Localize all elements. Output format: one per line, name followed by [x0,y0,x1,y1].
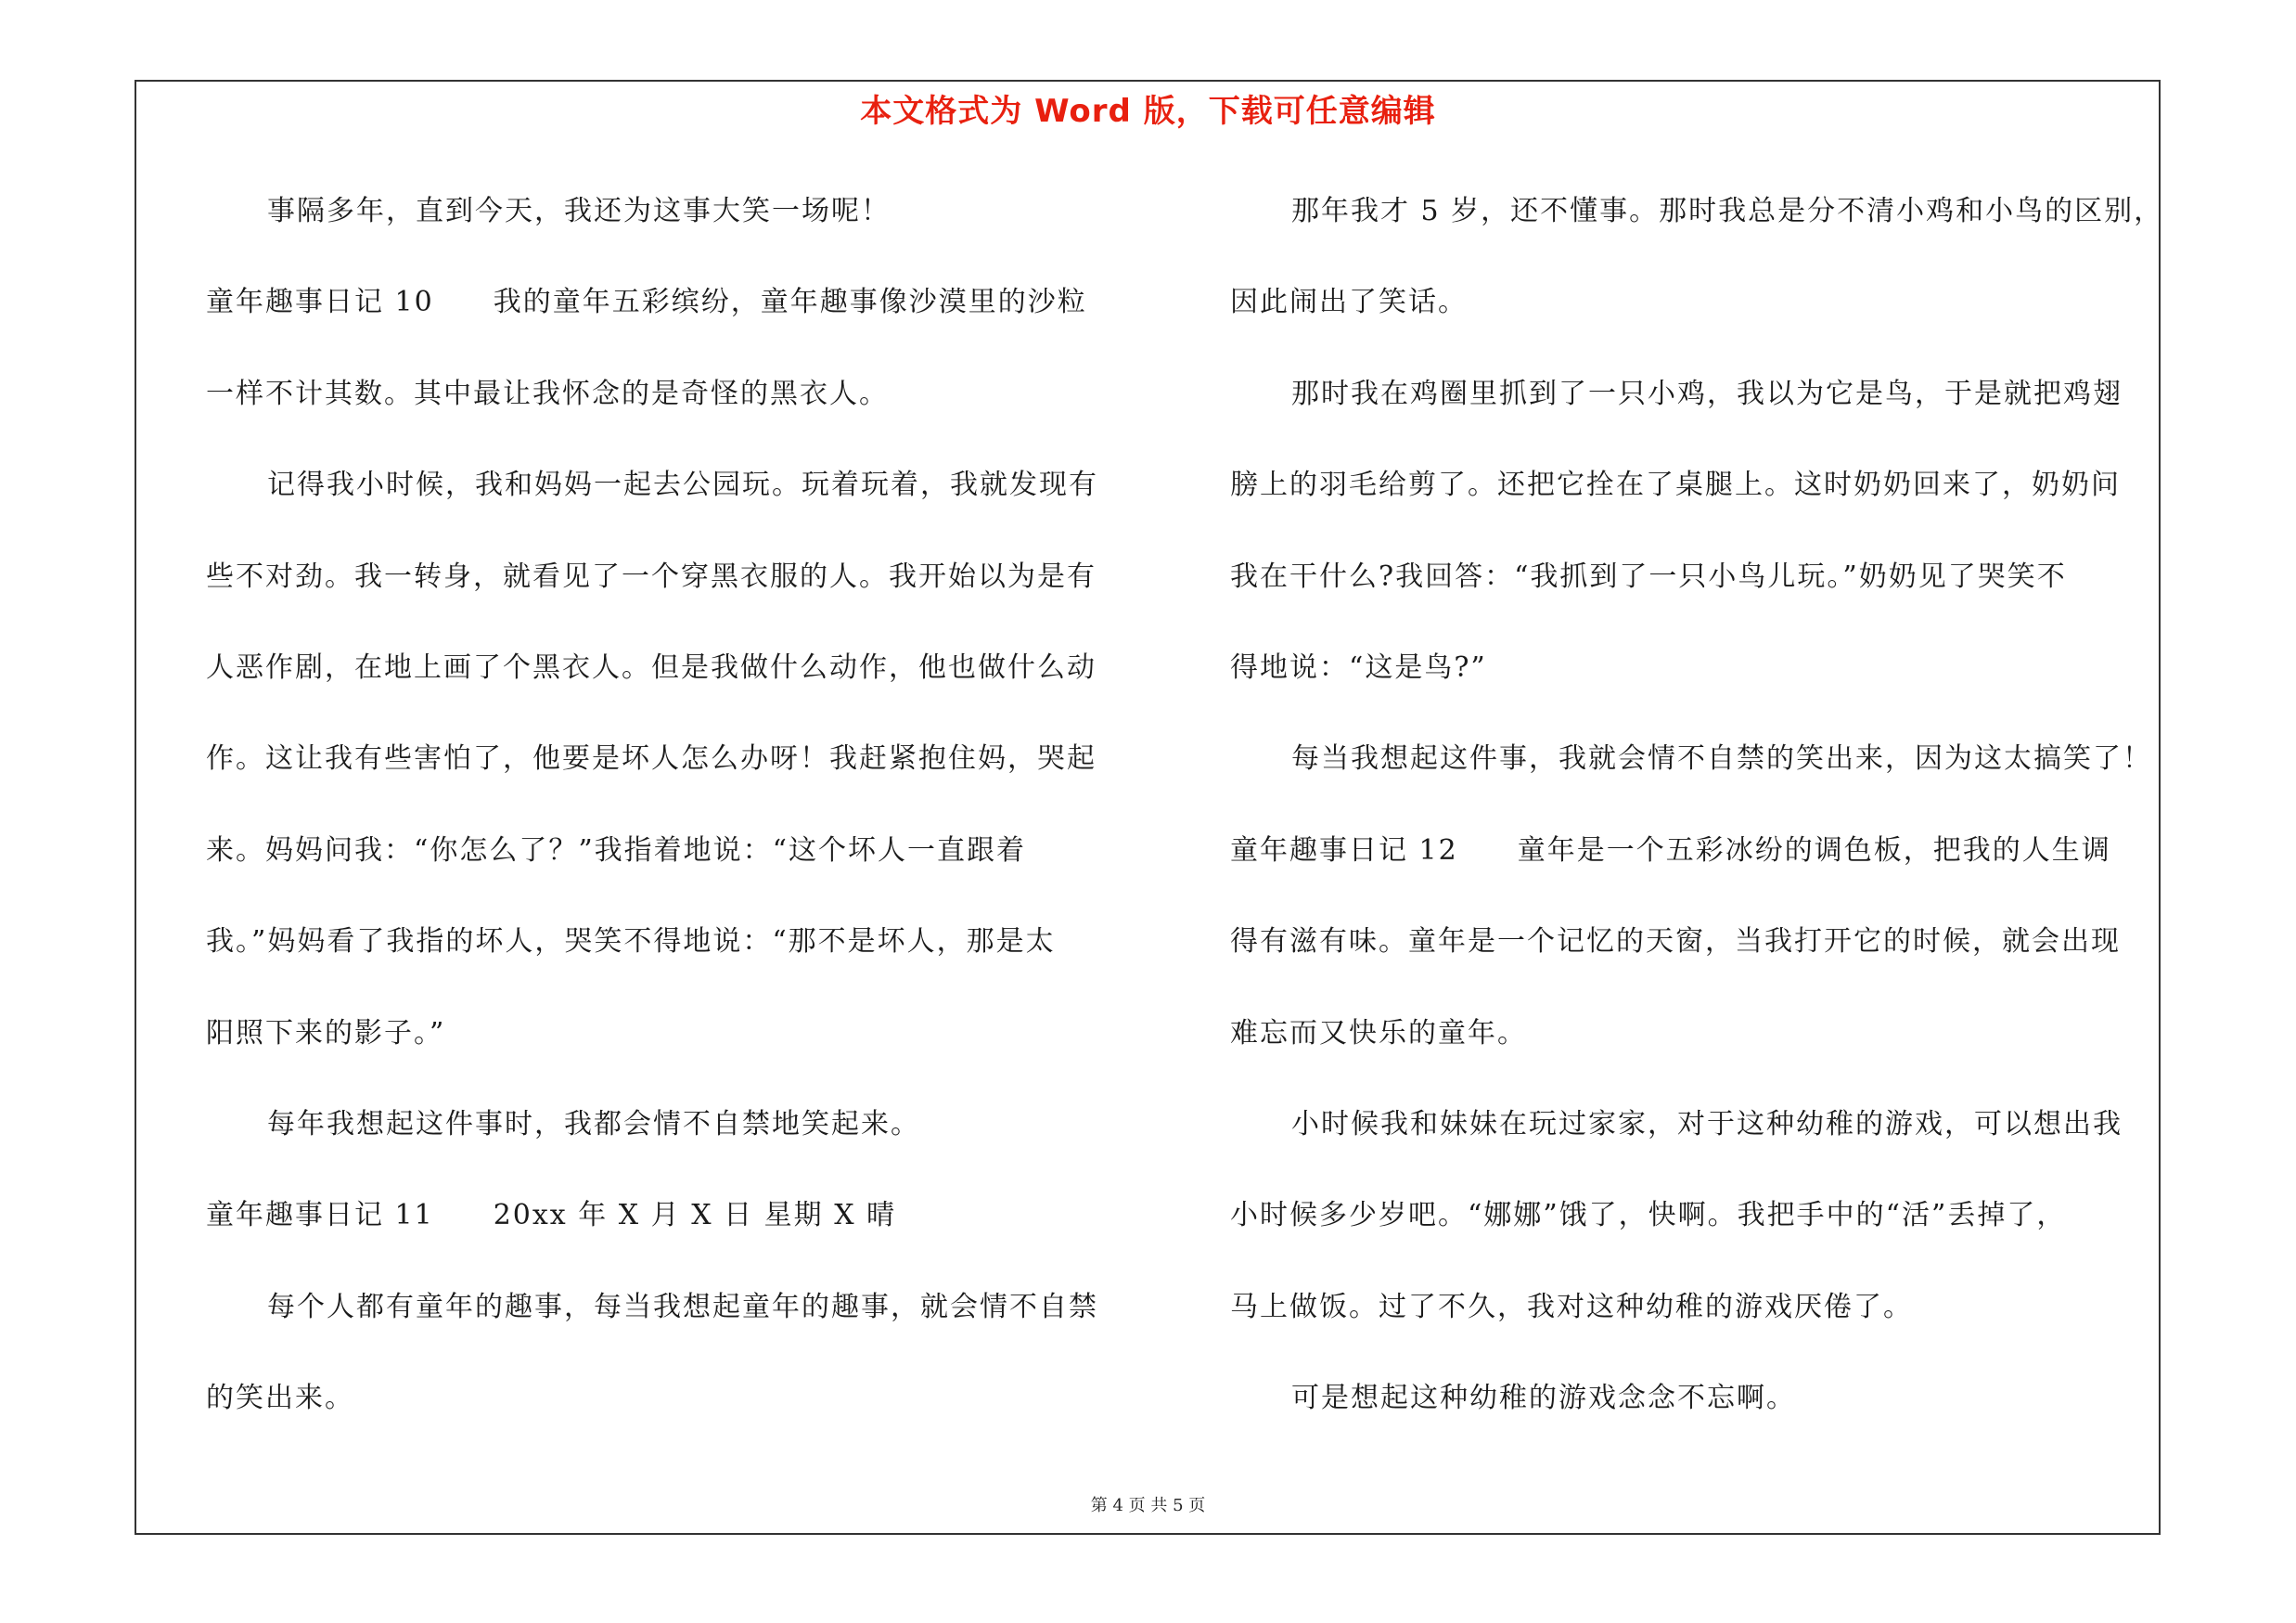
paragraph-line: 因此闹出了笑话。 [1230,286,1468,319]
left-column [206,184,1134,1462]
paragraph-line: 些不对劲。我一转身，就看见了一个穿黑衣服的人。我开始以为是有 [206,560,1097,593]
paragraph-line: 的笑出来。 [206,1382,354,1415]
paragraph-line: 得地说：“这是鸟?” [1230,650,1487,684]
paragraph-line: 每年我想起这件事时，我都会情不自禁地笑起来。 [267,1107,920,1140]
paragraph-line: 童年趣事日记 10 我的童年五彩缤纷，童年趣事像沙漠里的沙粒 [206,286,1087,319]
paragraph-line: 得有滋有味。童年是一个记忆的天窗，当我打开它的时候，就会出现 [1230,925,2121,959]
paragraph-line: 每当我想起这件事，我就会情不自禁的笑出来，因为这太搞笑了！ [1291,742,2152,776]
paragraph-line: 人恶作剧，在地上画了个黑衣人。但是我做什么动作，他也做什么动 [206,650,1097,684]
paragraph-line: 来。妈妈问我：“你怎么了？”我指着地说：“这个坏人一直跟着 [206,833,1027,867]
right-column [1230,184,2164,1462]
paragraph-line: 作。这让我有些害怕了，他要是坏人怎么办呀！我赶紧抱住妈，哭起 [206,742,1097,776]
paragraph-line: 小时候多少岁吧。“娜娜”饿了，快啊。我把手中的“活”丢掉了， [1230,1199,2067,1232]
paragraph-line: 小时候我和妹妹在玩过家家，对于这种幼稚的游戏，可以想出我 [1291,1107,2123,1140]
paragraph-line: 难忘而又快乐的童年。 [1230,1016,1527,1050]
paragraph-line: 那时我在鸡圈里抓到了一只小鸡，我以为它是鸟，于是就把鸡翅 [1291,377,2123,410]
page-number-footer: 第 4 页 共 5 页 [1090,1496,1206,1515]
document-banner: 本文格式为 Word 版，下载可任意编辑 [860,93,1436,130]
paragraph-line: 记得我小时候，我和妈妈一起去公园玩。玩着玩着，我就发现有 [267,469,1098,502]
paragraph-line: 每个人都有童年的趣事，每当我想起童年的趣事，就会情不自禁 [267,1290,1098,1323]
paragraph-line: 可是想起这种幼稚的游戏念念不忘啊。 [1291,1382,1796,1415]
paragraph-line: 膀上的羽毛给剪了。还把它拴在了桌腿上。这时奶奶回来了，奶奶问 [1230,469,2121,502]
paragraph-line: 阳照下来的影子。” [206,1016,446,1050]
paragraph-line: 一样不计其数。其中最让我怀念的是奇怪的黑衣人。 [206,377,889,410]
paragraph-line: 那年我才 5 岁，还不懂事。那时我总是分不清小鸡和小鸟的区别， [1291,195,2164,227]
paragraph-line: 事隔多年，直到今天，我还为这事大笑一场呢！ [267,195,891,227]
paragraph-line: 我在干什么?我回答：“我抓到了一只小鸟儿玩。”奶奶见了哭笑不 [1230,560,2067,593]
paragraph-line: 童年趣事日记 11 20xx 年 X 月 X 日 星期 X 晴 [206,1199,897,1232]
paragraph-line: 童年趣事日记 12 童年是一个五彩冰纷的调色板，把我的人生调 [1230,833,2111,867]
paragraph-line: 我。”妈妈看了我指的坏人，哭笑不得地说：“那不是坏人，那是太 [206,925,1056,959]
paragraph-line: 马上做饭。过了不久，我对这种幼稚的游戏厌倦了。 [1230,1290,1913,1323]
